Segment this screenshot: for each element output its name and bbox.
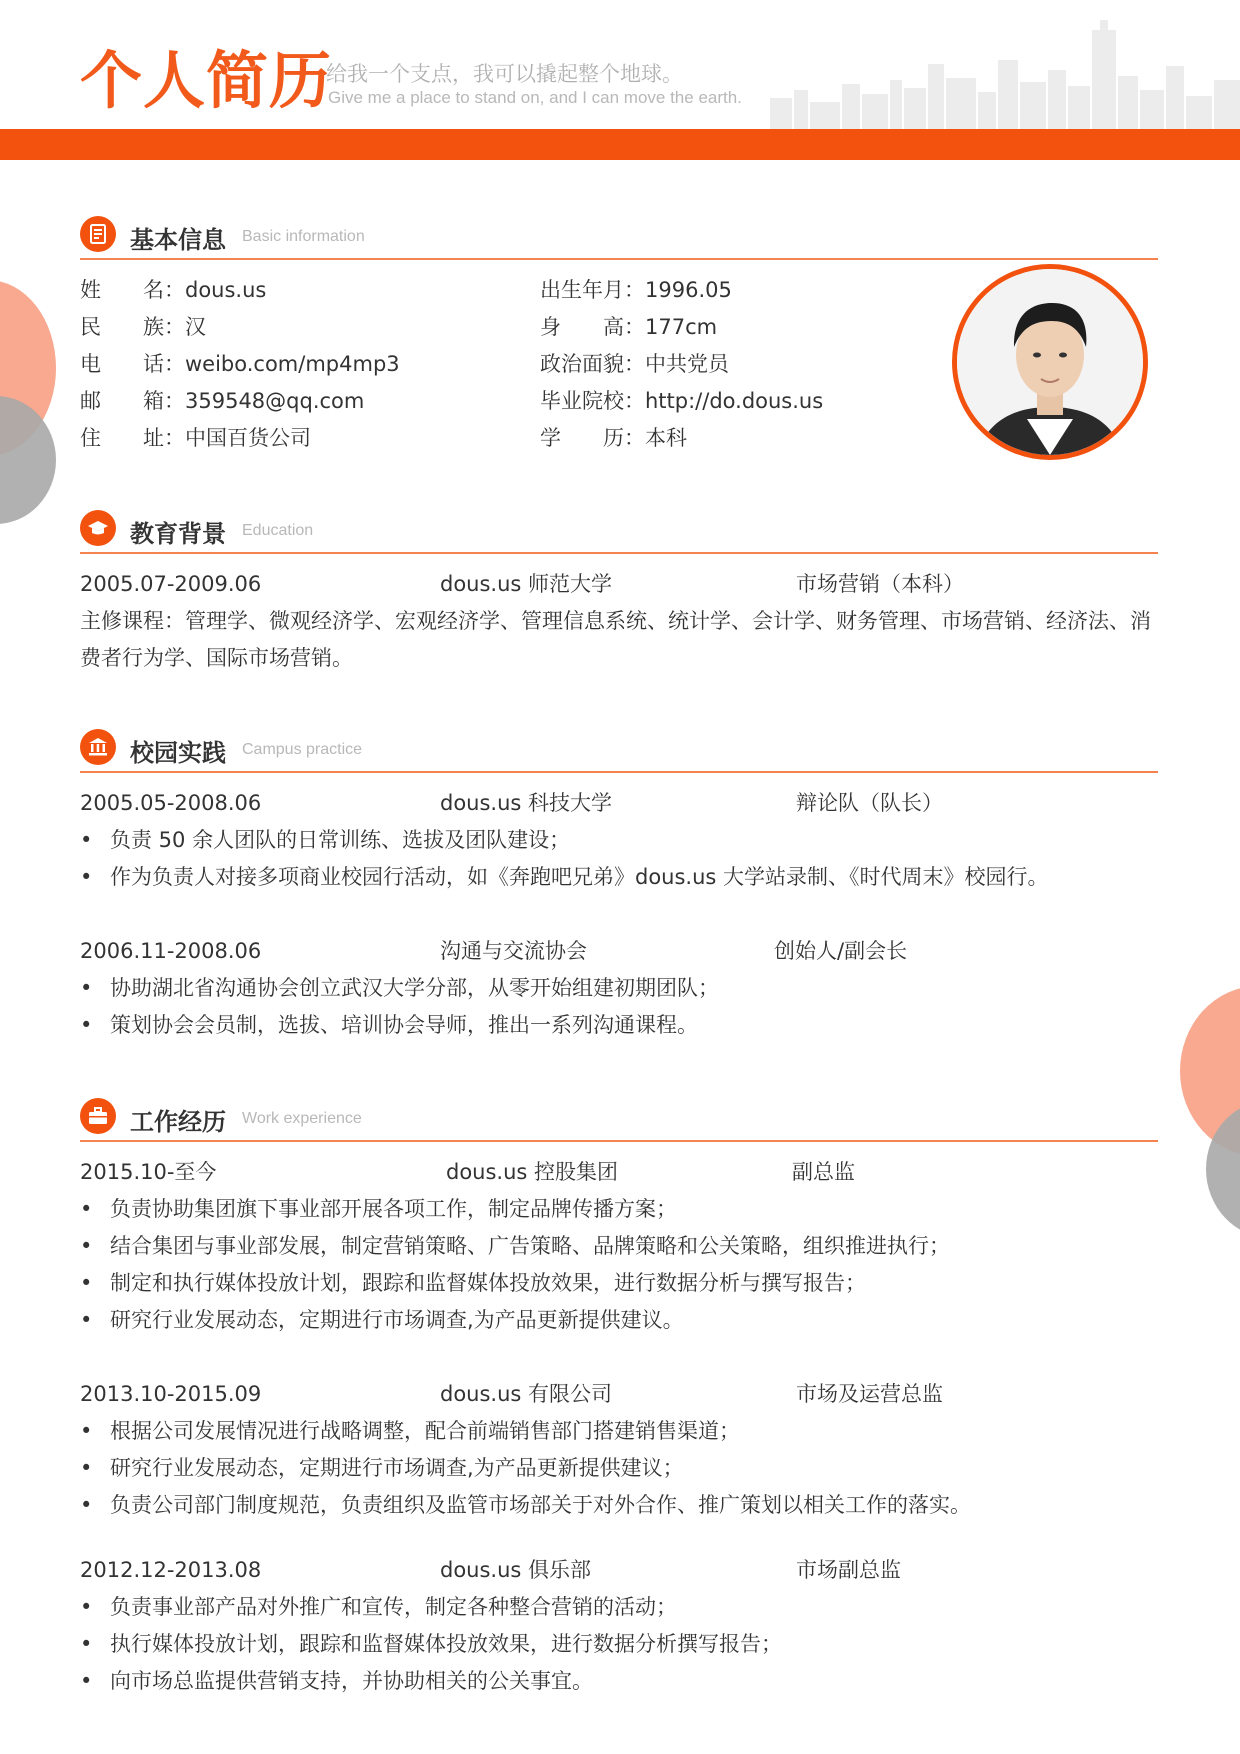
info-label: 毕业院校： <box>540 389 645 413</box>
bullet-item: • 执行媒体投放计划，跟踪和监督媒体投放效果，进行数据分析撰写报告； <box>80 1626 1158 1663</box>
bullet-item: • 向市场总监提供营销支持，并协助相关的公关事宜。 <box>80 1663 1158 1700</box>
entry-role: 市场营销（本科） <box>796 572 964 596</box>
bullet-item: • 负责公司部门制度规范，负责组织及监管市场部关于对外合作、推广策划以相关工作的落实。 <box>80 1487 1158 1524</box>
info-label: 民 族： <box>80 315 185 339</box>
info-degree <box>540 420 687 457</box>
bullet-item: • 研究行业发展动态，定期进行市场调查,为产品更新提供建议； <box>80 1450 1158 1487</box>
info-value: dous.us <box>185 278 267 302</box>
section-title: 基本信息 <box>130 226 226 254</box>
info-label: 出生年月： <box>540 278 645 302</box>
info-label: 电 话： <box>80 352 185 376</box>
info-value: 359548@qq.com <box>185 389 365 413</box>
info-value: 中国百货公司 <box>185 426 311 450</box>
bullet-item: • 作为负责人对接多项商业校园行活动，如《奔跑吧兄弟》dous.us 大学站录制、《时代周末》校园行。 <box>80 859 1158 896</box>
bullet-item: • 策划协会会员制，选拔、培训协会导师，推出一系列沟通课程。 <box>80 1007 1158 1044</box>
work-entry-header <box>80 1376 1158 1413</box>
info-label: 邮 箱： <box>80 389 185 413</box>
info-label: 住 址： <box>80 426 185 450</box>
entry-role: 市场及运营总监 <box>796 1382 943 1406</box>
entry-organization: dous.us 师范大学 <box>440 572 613 596</box>
info-value: 177cm <box>645 315 718 339</box>
info-value: 本科 <box>645 426 687 450</box>
entry-period: 2005.05-2008.06 <box>80 791 262 815</box>
id-card-icon <box>80 216 116 252</box>
info-school <box>540 383 823 420</box>
education-entry <box>80 566 1158 603</box>
section-subtitle: Education <box>242 522 314 539</box>
bullet-item: • 根据公司发展情况进行战略调整，配合前端销售部门搭建销售渠道； <box>80 1413 1158 1450</box>
info-address <box>80 420 311 457</box>
resume-title: 个人简历 <box>80 44 333 117</box>
section-header <box>80 1096 1158 1142</box>
info-ethnicity <box>80 309 206 346</box>
graduation-cap-icon <box>80 510 116 546</box>
section-header <box>80 214 1158 260</box>
entry-period: 2005.07-2009.06 <box>80 572 262 596</box>
work-entry-header <box>80 1154 1158 1191</box>
entry-organization: 沟通与交流协会 <box>440 939 587 963</box>
section-title: 教育背景 <box>130 520 226 548</box>
section-subtitle: Work experience <box>242 1110 362 1127</box>
info-label: 身 高： <box>540 315 645 339</box>
info-birth <box>540 272 732 309</box>
info-name <box>80 272 266 309</box>
profile-photo <box>952 264 1148 460</box>
section-title: 校园实践 <box>130 739 226 767</box>
section-title: 工作经历 <box>130 1108 226 1136</box>
entry-period: 2006.11-2008.06 <box>80 939 262 963</box>
info-email <box>80 383 364 420</box>
entry-role: 辩论队（队长） <box>796 791 943 815</box>
info-value: 中共党员 <box>645 352 729 376</box>
section-subtitle: Basic information <box>242 228 365 245</box>
header-accent-bar <box>0 129 1240 160</box>
entry-role: 市场副总监 <box>796 1558 901 1582</box>
info-height <box>540 309 717 346</box>
info-value: weibo.com/mp4mp3 <box>185 352 400 376</box>
bullet-item: • 负责事业部产品对外推广和宣传，制定各种整合营销的活动； <box>80 1589 1158 1626</box>
institution-icon <box>80 729 116 765</box>
info-phone <box>80 346 400 383</box>
motto-english: Give me a place to stand on, and I can move the earth. <box>328 88 742 107</box>
campus-entry-header <box>80 785 1158 822</box>
entry-organization: dous.us 控股集团 <box>446 1160 619 1184</box>
briefcase-icon <box>80 1098 116 1134</box>
section-work-experience <box>80 1096 1158 1700</box>
section-subtitle: Campus practice <box>242 741 363 758</box>
info-label: 学 历： <box>540 426 645 450</box>
city-skyline-graphic <box>770 20 1240 132</box>
entry-role: 创始人/副会长 <box>774 939 908 963</box>
bullet-item: • 结合集团与事业部发展，制定营销策略、广告策略、品牌策略和公关策略，组织推进执行； <box>80 1228 1158 1265</box>
bullet-item: • 制定和执行媒体投放计划，跟踪和监督媒体投放效果，进行数据分析与撰写报告； <box>80 1265 1158 1302</box>
section-header <box>80 727 1158 773</box>
motto-chinese: 给我一个支点，我可以撬起整个地球。 <box>326 62 683 86</box>
bullet-item: • 研究行业发展动态，定期进行市场调查,为产品更新提供建议。 <box>80 1302 1158 1339</box>
bullet-item: • 协助湖北省沟通协会创立武汉大学分部，从零开始组建初期团队； <box>80 970 1158 1007</box>
entry-organization: dous.us 科技大学 <box>440 791 613 815</box>
info-politics <box>540 346 729 383</box>
campus-entry-header <box>80 933 1158 970</box>
entry-role: 副总监 <box>792 1160 855 1184</box>
info-label: 姓 名： <box>80 278 185 302</box>
entry-organization: dous.us 俱乐部 <box>440 1558 592 1582</box>
info-label: 政治面貌： <box>540 352 645 376</box>
decor-circle-left-gray <box>0 396 56 524</box>
info-value: 汉 <box>185 315 206 339</box>
info-value: 1996.05 <box>645 278 732 302</box>
entry-period: 2012.12-2013.08 <box>80 1558 262 1582</box>
section-campus-practice <box>80 727 1158 1044</box>
section-education <box>80 508 1158 677</box>
education-courses: 主修课程：管理学、微观经济学、宏观经济学、管理信息系统、统计学、会计学、财务管理、市场营销、经济法、消费者行为学、国际市场营销。 <box>80 609 1151 670</box>
work-entry-header <box>80 1552 1158 1589</box>
info-value: http://do.dous.us <box>645 389 824 413</box>
bullet-item: • 负责 50 余人团队的日常训练、选拔及团队建设； <box>80 822 1158 859</box>
entry-organization: dous.us 有限公司 <box>440 1382 613 1406</box>
bullet-item: • 负责协助集团旗下事业部开展各项工作，制定品牌传播方案； <box>80 1191 1158 1228</box>
entry-period: 2015.10-至今 <box>80 1160 217 1184</box>
section-header <box>80 508 1158 554</box>
entry-period: 2013.10-2015.09 <box>80 1382 262 1406</box>
